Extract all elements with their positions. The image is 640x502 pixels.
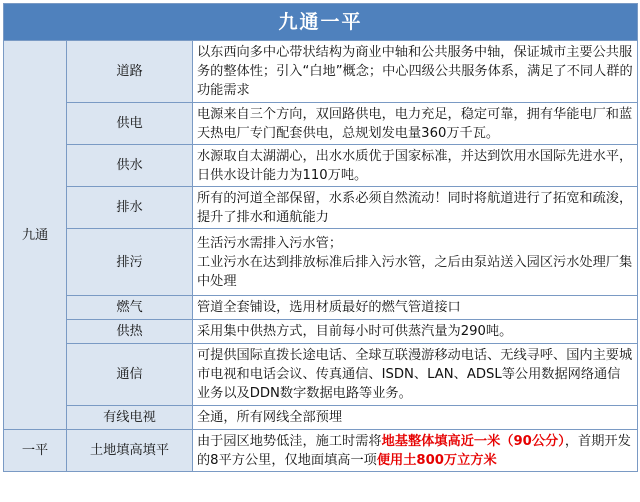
item-cell: 排水 [67, 187, 193, 229]
desc-cell: 全通，所有网线全部预埋 [193, 406, 638, 430]
item-cell: 有线电视 [67, 406, 193, 430]
table-row [4, 320, 638, 344]
item-cell: 道路 [67, 41, 193, 103]
table-row [4, 187, 638, 229]
item-cell: 土地填高填平 [67, 430, 193, 472]
desc-cell: 采用集中供热方式，目前每小时可供蒸汽量为290吨。 [193, 320, 638, 344]
item-cell: 通信 [67, 344, 193, 406]
table-row [4, 344, 638, 406]
table-row [4, 145, 638, 187]
table-container [3, 3, 637, 499]
desc-cell: 电源来自三个方向，双回路供电，电力充足，稳定可靠，拥有华能电厂和蓝天热电厂专门配套供电，总规划发电量360万千瓦。 [193, 103, 638, 145]
desc-cell: 所有的河道全部保留，水系必须自然流动！同时将航道进行了拓宽和疏浚，提升了排水和通航能力 [193, 187, 638, 229]
desc-cell [193, 430, 638, 472]
item-cell: 供热 [67, 320, 193, 344]
category-cell-jiutong: 九通 [4, 41, 67, 430]
item-cell: 燃气 [67, 296, 193, 320]
highlight-text: 便用土800万立方米 [376, 452, 497, 468]
category-cell-yiping: 一平 [4, 430, 67, 472]
nine-one-table [3, 3, 638, 472]
item-cell: 排污 [67, 229, 193, 296]
title-row [4, 4, 638, 41]
table-row [4, 406, 638, 430]
desc-cell: 生活污水需排入污水管； 工业污水在达到排放标准后排入污水管，之后由泵站送入园区污水处理厂集中处理 [193, 229, 638, 296]
desc-cell: 管道全套铺设，选用材质最好的燃气管道接口 [193, 296, 638, 320]
table-row [4, 41, 638, 103]
desc-part: ，首期开发的8平方公里，仅地面填高一项 [197, 433, 631, 468]
table-row [4, 296, 638, 320]
desc-cell: 水源取自太湖湖心，出水水质优于国家标准，并达到饮用水国际先进水平，日供水设计能力为110万吨。 [193, 145, 638, 187]
desc-cell: 以东西向多中心带状结构为商业中轴和公共服务中轴，保证城市主要公共服务的整体性；引入“白地”概念；中心四级公共服务体系，满足了不同人群的功能需求 [193, 41, 638, 103]
item-cell: 供电 [67, 103, 193, 145]
table-row [4, 430, 638, 472]
desc-cell: 可提供国际直拨长途电话、全球互联漫游移动电话、无线寻呼、国内主要城市电视和电话会议、传真通信、ISDN、LAN、ADSL等公用数据网络通信业务以及DDN数字数据电路等业务。 [193, 344, 638, 406]
table-row [4, 103, 638, 145]
desc-part: 由于园区地势低洼，施工时需将 [197, 433, 382, 449]
table-title: 九通一平 [4, 4, 638, 41]
highlight-text: 地基整体填高近一米（90公分） [381, 433, 565, 449]
item-cell: 供水 [67, 145, 193, 187]
table-row [4, 229, 638, 296]
